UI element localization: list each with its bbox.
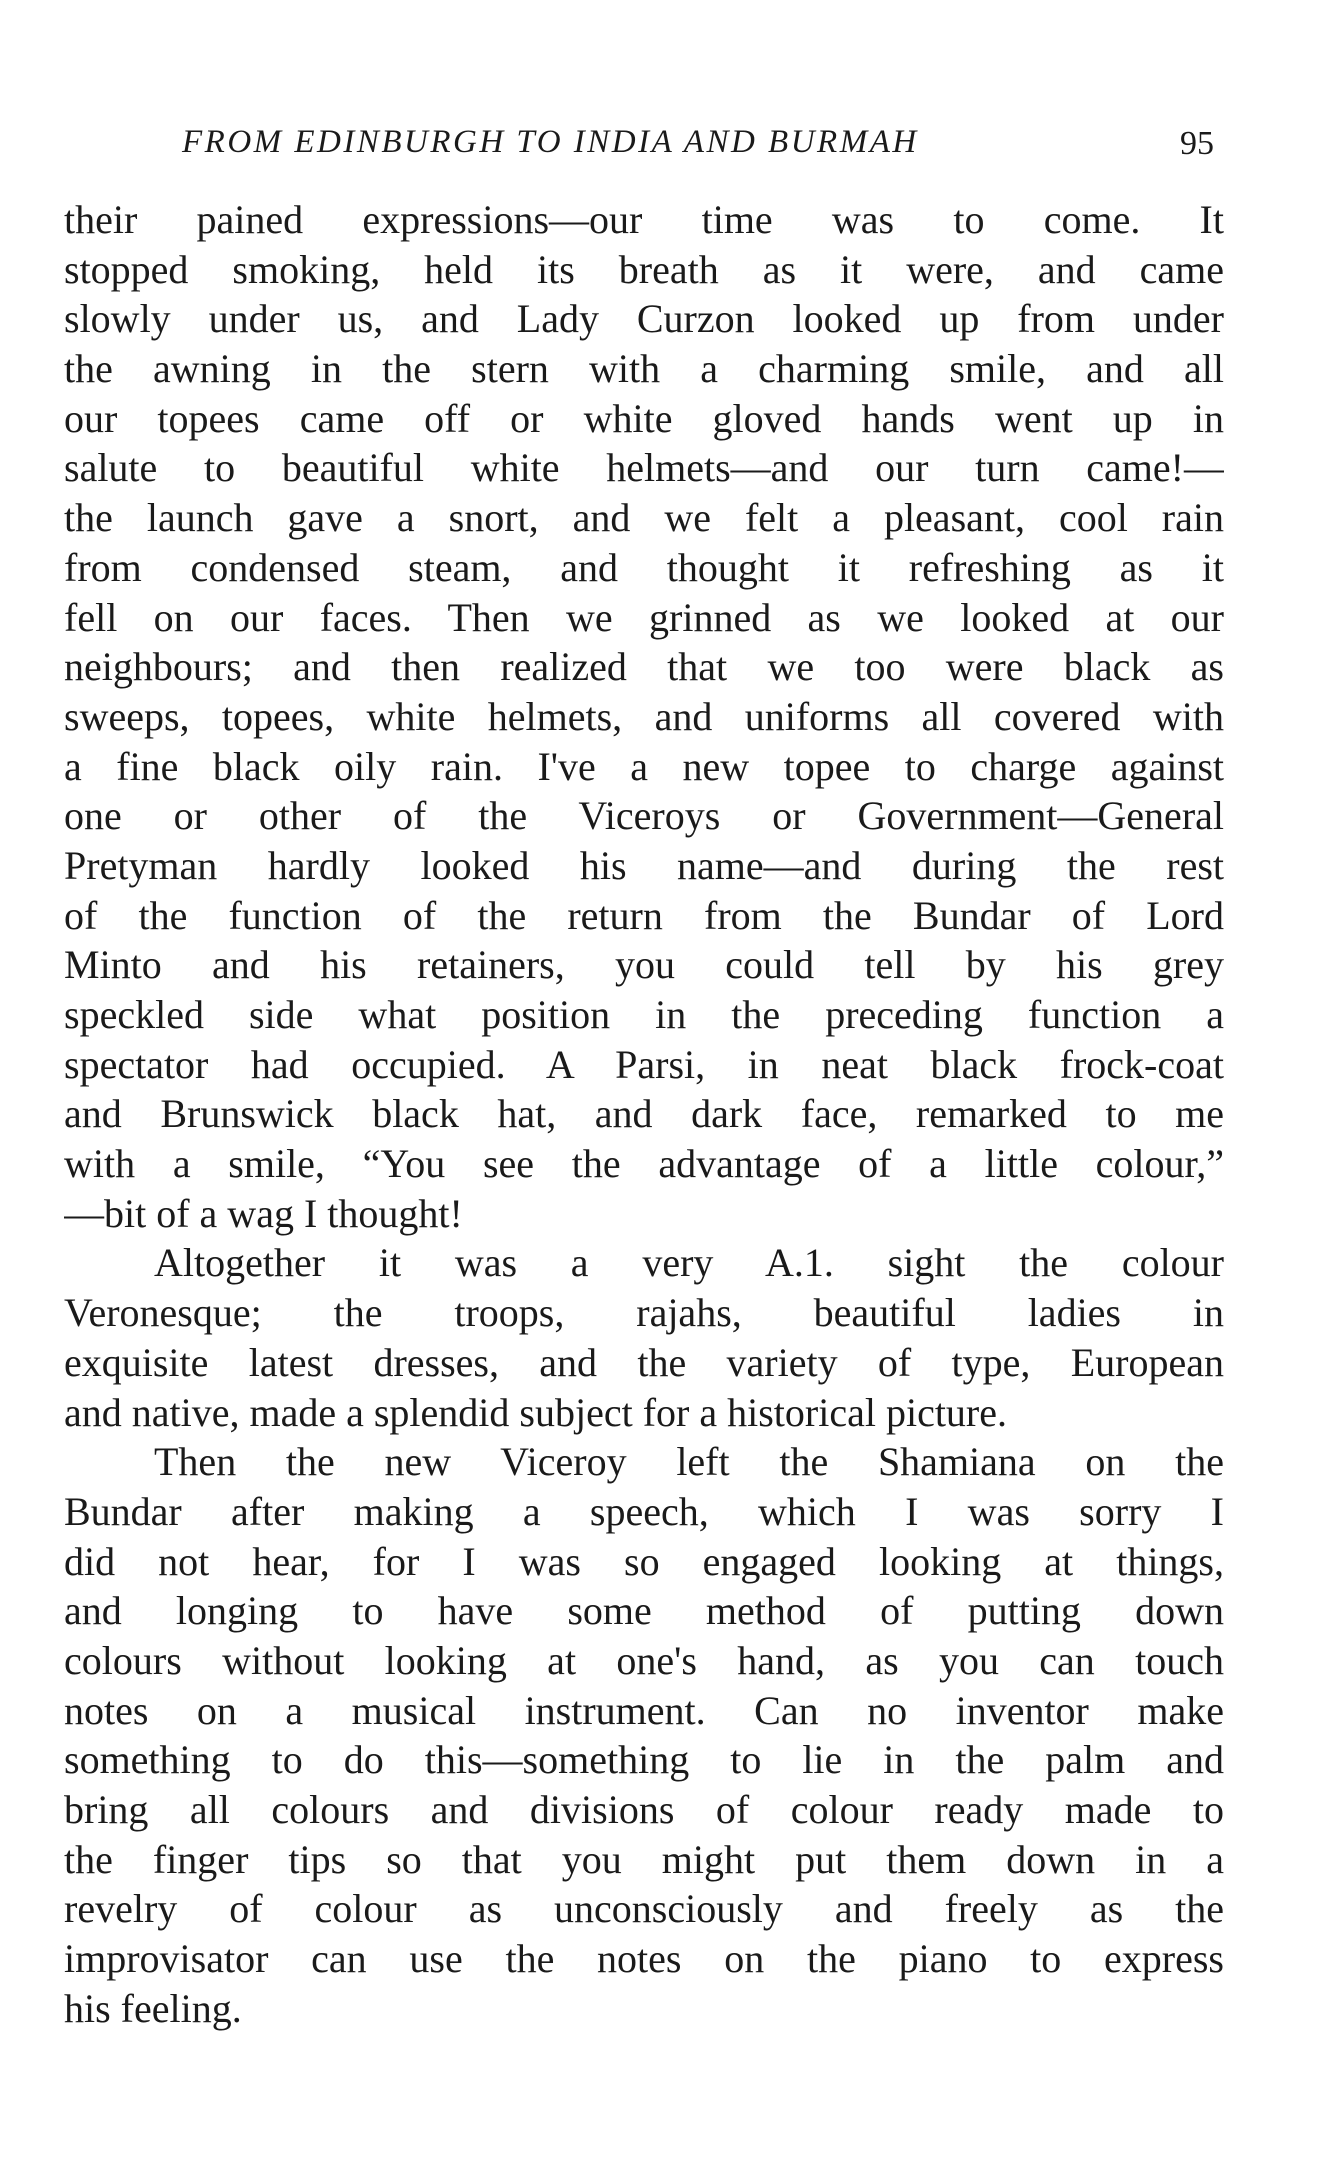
text-line: Altogether it was a very A.1. sight the colour: [154, 1240, 1224, 1286]
paragraph: [64, 1437, 1224, 2033]
text-line: and Brunswick black hat, and dark face, remarked to me: [64, 1091, 1224, 1137]
running-title: FROM EDINBURGH TO INDIA AND BURMAH: [182, 124, 919, 160]
text-line: a fine black oily rain. I've a new topee to charge against: [64, 743, 1224, 789]
text-line: his feeling.: [64, 1985, 242, 2031]
text-line: speckled side what position in the preceding function a: [64, 992, 1224, 1037]
text-line: Minto and his retainers, you could tell by his grey: [64, 942, 1224, 988]
text-line: and native, made a splendid subject for a historical picture.: [64, 1389, 1008, 1435]
paragraph: [64, 1238, 1224, 1437]
text-line: one or other of the Viceroys or Government—General: [64, 793, 1224, 839]
text-line: colours without looking at one's hand, as you can touch: [64, 1637, 1224, 1683]
text-line: spectator had occupied. A Parsi, in neat black frock-coat: [64, 1041, 1224, 1087]
text-line: notes on a musical instrument. Can no inventor make: [64, 1687, 1224, 1733]
text-line: improvisator can use the notes on the piano to express: [64, 1936, 1224, 1982]
text-line: their pained expressions—our time was to come. It: [64, 197, 1224, 242]
text-line: sweeps, topees, white helmets, and uniforms all covered with: [64, 693, 1224, 739]
text-line: did not hear, for I was so engaged looking at things,: [64, 1538, 1224, 1584]
text-line: fell on our faces. Then we grinned as we looked at our: [64, 594, 1224, 640]
text-line: the finger tips so that you might put them down in a: [64, 1836, 1224, 1882]
text-line: something to do this—something to lie in the palm and: [64, 1737, 1224, 1783]
body-text: [64, 195, 1224, 2033]
text-line: neighbours; and then realized that we too were black as: [64, 644, 1224, 690]
text-line: from condensed steam, and thought it refreshing as it: [64, 544, 1224, 590]
text-line: bring all colours and divisions of colour ready made to: [64, 1787, 1224, 1832]
text-line: Bundar after making a speech, which I was sorry I: [64, 1488, 1224, 1534]
text-line: and longing to have some method of putting down: [64, 1588, 1224, 1634]
text-line: the awning in the stern with a charming smile, and all: [64, 346, 1224, 392]
text-line: of the function of the return from the Bundar of Lord: [64, 892, 1224, 938]
text-line: stopped smoking, held its breath as it were, and came: [64, 246, 1224, 292]
running-head: [66, 118, 1222, 166]
text-line: —bit of a wag I thought!: [64, 1190, 463, 1236]
text-line: our topees came off or white gloved hands went up in: [64, 395, 1224, 441]
paragraph: [64, 195, 1224, 1238]
text-line: revelry of colour as unconsciously and freely as the: [64, 1886, 1224, 1932]
text-line: exquisite latest dresses, and the variety of type, European: [64, 1339, 1224, 1385]
page-number: 95: [1180, 125, 1214, 162]
text-line: with a smile, “You see the advantage of a little colour,”: [64, 1141, 1224, 1187]
text-line: the launch gave a snort, and we felt a pleasant, cool rain: [64, 495, 1224, 541]
text-line: Pretyman hardly looked his name—and during the rest: [64, 842, 1224, 888]
text-line: slowly under us, and Lady Curzon looked up from under: [64, 296, 1224, 342]
text-line: Veronesque; the troops, rajahs, beautiful ladies in: [64, 1290, 1224, 1336]
text-line: salute to beautiful white helmets—and our turn came!—: [64, 445, 1224, 491]
text-line: Then the new Viceroy left the Shamiana on the: [154, 1439, 1224, 1485]
